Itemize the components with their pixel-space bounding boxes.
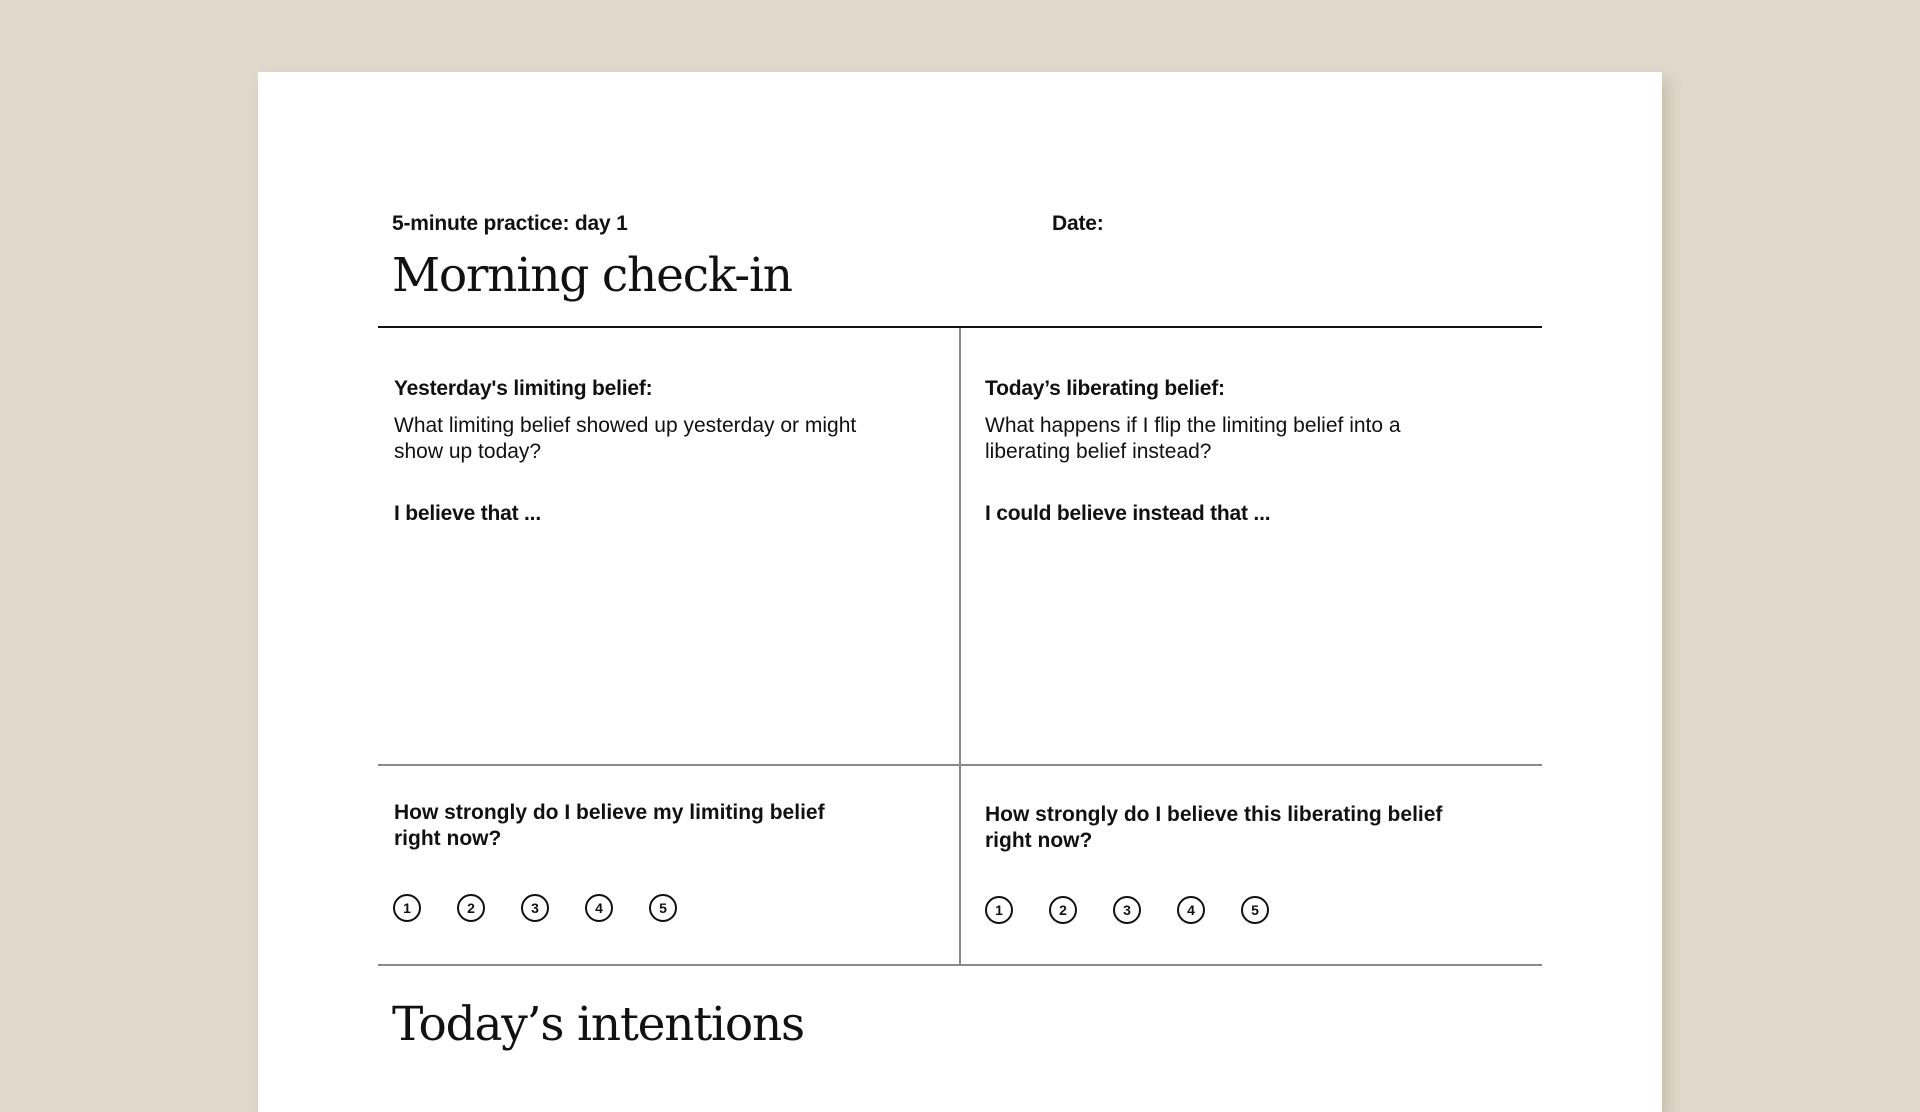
- row-divider: [378, 764, 1542, 766]
- limiting-strength-scale: [393, 894, 713, 922]
- liberating-rating-4[interactable]: 4: [1177, 896, 1205, 924]
- liberating-belief-prompt: I could believe instead that ...: [985, 502, 1271, 525]
- limiting-belief-prompt: I believe that ...: [394, 502, 541, 525]
- liberating-belief-heading: Today’s liberating belief:: [985, 377, 1225, 400]
- liberating-rating-2[interactable]: 2: [1049, 896, 1077, 924]
- liberating-strength-question: How strongly do I believe this liberating belief right now?: [985, 803, 1443, 852]
- practice-label: 5-minute practice: day 1: [392, 212, 628, 235]
- limiting-strength-question: How strongly do I believe my limiting belief right now?: [394, 801, 825, 850]
- date-label: Date:: [1052, 212, 1104, 235]
- limiting-rating-1[interactable]: 1: [393, 894, 421, 922]
- liberating-rating-3[interactable]: 3: [1113, 896, 1141, 924]
- limiting-rating-3[interactable]: 3: [521, 894, 549, 922]
- page-title: Morning check-in: [392, 248, 792, 303]
- liberating-belief-question: What happens if I flip the limiting belief into a liberating belief instead?: [985, 414, 1401, 463]
- limiting-belief-heading: Yesterday's limiting belief:: [394, 377, 653, 400]
- limiting-belief-question: What limiting belief showed up yesterday or might show up today?: [394, 414, 857, 463]
- limiting-rating-5[interactable]: 5: [649, 894, 677, 922]
- column-divider: [959, 328, 961, 966]
- liberating-rating-5[interactable]: 5: [1241, 896, 1269, 924]
- limiting-rating-4[interactable]: 4: [585, 894, 613, 922]
- limiting-rating-2[interactable]: 2: [457, 894, 485, 922]
- section-divider: [378, 964, 1542, 966]
- intentions-title: Today’s intentions: [392, 997, 804, 1052]
- liberating-rating-1[interactable]: 1: [985, 896, 1013, 924]
- liberating-strength-scale: [985, 896, 1305, 924]
- worksheet-page: [258, 72, 1662, 1112]
